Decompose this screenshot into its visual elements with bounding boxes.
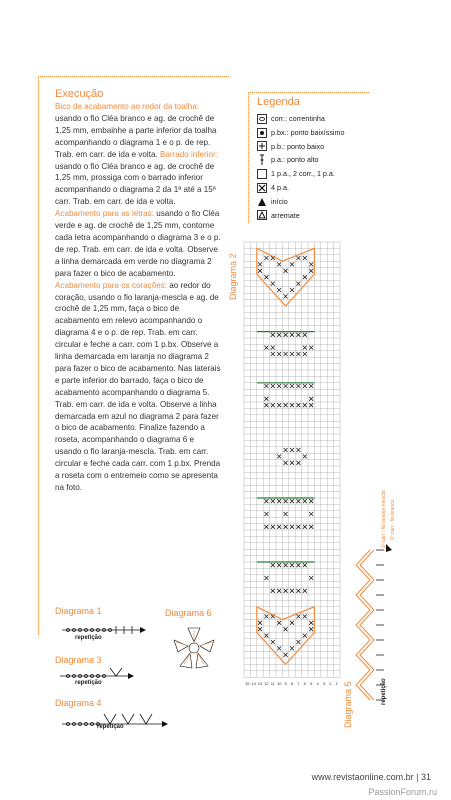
row-number-label: 15: [244, 681, 250, 687]
para-2-text: usando o fio Cléa branco e ag. de crochê de 1,25 mm, prossiga com o barrado inferior acompanhando o diagrama 2 da 1ª até a 15ª carr. Trab. em carr. de ida e volta.: [55, 161, 216, 207]
row-number-label: 3: [322, 681, 326, 687]
diagram-1-chart: [60, 620, 150, 642]
row-number-label: 8: [290, 681, 294, 687]
section-title: Execução: [55, 88, 104, 100]
row-number-label: 12: [264, 681, 269, 687]
diagram-5-repeat: repetição: [381, 678, 387, 705]
row-number-label: 13: [257, 681, 263, 687]
legend-list: [257, 112, 345, 222]
empty-square-icon: [257, 169, 267, 179]
instructions-text: [55, 101, 221, 494]
row-number-label: 10: [276, 681, 282, 687]
row-number-label: 5: [310, 681, 313, 687]
diagram-5-chart: [346, 520, 406, 730]
para-1-text: usando o fio Cléa branco e ag. de crochê de 1,25 mm, embainhe a parte inferior da toalha acompanhando o diagrama 1 e o p. de rep. Trab. em carr. de ida e volta.: [55, 113, 217, 159]
diagram-2-grid: [241, 240, 347, 736]
diagram-3-label: Diagrama 3: [55, 655, 102, 665]
page-footer: www.revistaonline.com.br | 31: [311, 772, 431, 782]
para-3-heading: Acabamento para as letras:: [55, 209, 154, 219]
para-4-text: ao redor do coração, usando o fio laranja-mescla e ag. de crochê de 1,25 mm, faça o bico de acabamento em relevo acompanhando o diagrama 4 e o p. de rep. Trab. em carr. circular e feche a carr. com 1 p.bx. Observe a linha demarcada em laranja no diagrama 2 para fazer o bico de acabamento. Nas laterais e parte inferior do barrado, faça o bico de acabamento acompanhando o diagrama 5. Trab. em carr. de ida e volta. Observe a linha demarcada em azul no diagrama 2 para fazer o bico de acabamento. Finalize fazendo a roseta, acompanhando o diagrama 6 e usando o fio laranja-mescla. Trab. em carr. circular e feche cada carr. com 1 p.bx. Prenda a roseta com o entremeio como se apresenta na foto.: [55, 280, 221, 492]
legend-item: [257, 167, 345, 181]
double-crochet-icon: [257, 155, 267, 165]
legend-label: p.b.: ponto baixo: [271, 141, 325, 151]
legend-label: 4 p.a.: [271, 182, 289, 192]
legend-label: 1 p.a., 2 corr., 1 p.a.: [271, 169, 335, 179]
diagram-2-label: Diagrama 2: [228, 253, 238, 300]
diagram-4-label: Diagrama 4: [55, 698, 102, 708]
legend-item: [257, 112, 345, 126]
legend-item: [257, 126, 345, 140]
row-number-label: 4: [316, 681, 319, 687]
start-triangle-icon: [140, 627, 146, 633]
legend-label: p.bx.: ponto baixíssimo: [271, 127, 345, 137]
legend-label: início: [271, 196, 288, 206]
row-number-label: 11: [270, 681, 275, 687]
row-number-label: 6: [303, 681, 306, 687]
diagram-1-label: Diagrama 1: [55, 606, 102, 616]
row-number-label: 1: [335, 681, 338, 687]
diagram-3-chart: [58, 664, 148, 686]
row-number-label: 9: [284, 681, 287, 687]
legend-item: [257, 181, 345, 195]
diagram-4-repeat: repetição: [97, 724, 124, 730]
row-number-label: 7: [297, 681, 300, 687]
watermark: PassionForum.ru: [368, 787, 437, 797]
row-number-label: 2: [329, 681, 332, 687]
end-triangle-icon: [257, 210, 267, 220]
diagram-4-chart: [58, 710, 178, 734]
chain-icon: [257, 114, 267, 124]
diagram-5-note-white: 1ª carr.: fio branco: [390, 499, 396, 540]
grid-lines: [244, 242, 340, 677]
start-triangle-icon: [128, 673, 134, 679]
para-1-heading: Bico de acabamento ao redor da toalha:: [55, 102, 199, 111]
start-triangle-icon: [257, 197, 267, 207]
filet-pattern: [258, 256, 313, 657]
para-2-heading: Barrado inferior:: [159, 149, 219, 159]
legend-label: corr.: correntinha: [271, 114, 325, 123]
legend-item: [257, 153, 345, 167]
diagram-6-rosette: [170, 624, 218, 672]
slip-stitch-icon: [257, 128, 267, 138]
start-triangle-icon: [162, 721, 168, 727]
diagram-5-arches: [356, 550, 374, 700]
legend-item: [257, 209, 345, 223]
legend-label: arremate: [271, 210, 300, 220]
diagram-5-label: Diagrama 5: [343, 681, 353, 728]
row-number-label: 14: [251, 681, 256, 687]
x-square-icon: [257, 183, 267, 193]
legend-label: p.a.: ponto alto: [271, 155, 319, 165]
legend-title: Legenda: [257, 96, 300, 108]
diagram-3-repeat: repetição: [75, 680, 102, 686]
legend-item: [257, 140, 345, 154]
single-crochet-icon: [257, 141, 267, 151]
diagram-5-note-orange: 1ª carr.: fio laranja-mescla: [381, 490, 387, 548]
diagram-1-repeat: repetição: [75, 635, 102, 641]
para-3-text: usando o fio Cléa verde e ag. de crochê de 1,25 mm, contorne cada letra acompanhando o diagrama 3 e o p. de rep. Trab. em carr. de ida e volta. Observe a linha demarcada em verde no diagrama 2 para fazer o bico de acabamento.: [55, 209, 221, 278]
legend-item: [257, 195, 345, 209]
para-4-heading: Acabamento para os corações:: [55, 280, 168, 290]
diagram-6-label: Diagrama 6: [165, 608, 212, 618]
